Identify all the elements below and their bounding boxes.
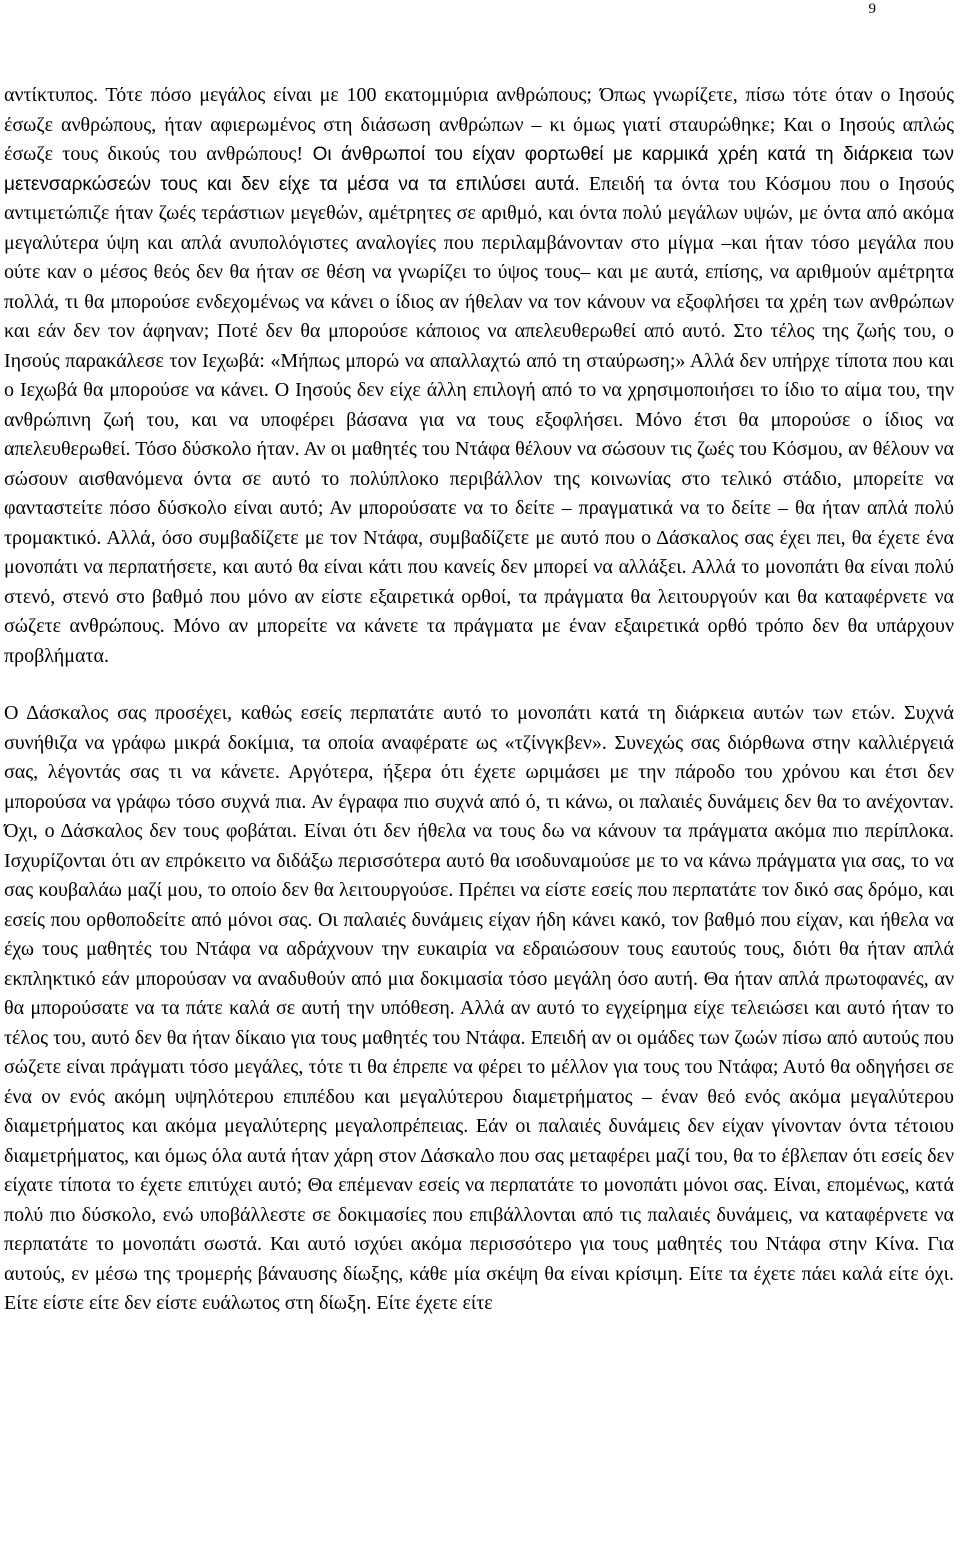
paragraph-1-text-a: αντίκτυπος. Τότε πόσο μεγάλος είναι με 100 εκατομμύρια ανθρώπους; Όπως γνωρίζετε, πίσω τότε όταν ο Ιησούς έσωζε ανθρώπους, ήταν αφιερωμένος στη διάσωση ανθρώπων – κι όμως γιατί σταυρώθηκε; Και ο Ιησούς απλώς έσωζε τους δικούς του ανθρώπους! xyxy=(4,84,954,165)
paragraph-1-text-c: Επειδή τα όντα του Κόσμου που ο Ιησούς αντιμετώπιζε ήταν ζωές τεράστιων μεγεθών, αμέτρητες σε αριθμό, και όντα πολύ μεγάλων υψών, με όντα από ακόμα μεγαλύτερα ύψη και απλά ανυπολόγιστες αναλογίες που περιλαμβάνονταν στο μίγμα –και ήταν τόσο μεγάλα που ούτε καν ο μέσος θεός δεν θα ήταν σε θέση να γνωρίζει το ύψος τους– και με αυτά, επίσης, να αριθμούν αμέτρητα πολλά, τι θα μπορούσε ενδεχομένως να κάνει ο ίδιος αν ήθελαν να τον κάνουν να εξοφλήσει τα χρέη των ανθρώπων και εάν δεν τον άφηναν; Ποτέ δεν θα μπορούσε κάποιος να απελευθερωθεί από αυτό. Στο τέλος της ζωής του, ο Ιησούς παρακάλεσε τον Ιεχωβά: «Μήπως μπορώ να απαλλαχτώ από τη σταύρωση;» Αλλά δεν υπήρχε τίποτα που και ο Ιεχωβά θα μπορούσε να κάνει. Ο Ιησούς δεν είχε άλλη επιλογή από το να χρησιμοποιήσει το ίδιο το αίμα του, την ανθρώπινη ζωή του, και να υποφέρει βάσανα για να τους εξοφλήσει. Μόνο έτσι θα μπορούσε ο ίδιος να απελευθερωθεί. Τόσο δύσκολο ήταν. Αν οι μαθητές του Ντάφα θέλουν να σώσουν τις ζωές του Κόσμου, αν θέλουν να σώσουν αισθανόμενα όντα σε αυτό το πολύπλοκο περιβάλλον της κοινωνίας στο τελικό στάδιο, μπορείτε να φανταστείτε πόσο δύσκολο είναι αυτό; Αν μπορούσατε να το δείτε – πραγματικά να το δείτε – θα ήταν απλά πολύ τρομακτικό. Αλλά, όσο συμβαδίζετε με τον Ντάφα, συμβαδίζετε με αυτό που ο Δάσκαλος σας έχει πει, θα έχετε ένα μονοπάτι να περπατήσετε, και αυτό θα είναι κάτι που κανείς δεν μπορεί να αλλάξει. Αλλά το μονοπάτι θα είναι πολύ στενό, στενό στο βαθμό που μόνο αν είστε εξαιρετικά ορθοί, τα πράγματα θα λειτουργούν και θα καταφέρνετε να σώζετε ανθρώπους. Μόνο αν μπορείτε να κάνετε τα πράγματα με έναν εξαιρετικά ορθό τρόπο δεν θα υπάρχουν προβλήματα. xyxy=(4,172,954,667)
paragraph-2-text: Ο Δάσκαλος σας προσέχει, καθώς εσείς περπατάτε αυτό το μονοπάτι κατά τη διάρκεια αυτών των ετών. Συχνά συνήθιζα να γράφω μικρά δοκίμια, τα οποία αναφέρατε ως «τζίνγκβεν». Συνεχώς σας διόρθωνα στην καλλιέργειά σας, λέγοντάς σας τι να κάνετε. Αργότερα, ήξερα ότι έχετε ωριμάσει με την πάροδο του χρόνου και έτσι δεν μπορούσα να γράφω τόσο συχνά πια. Αν έγραφα πιο συχνά από ό, τι κάνω, οι παλαιές δυνάμεις δεν θα το ανέχονταν. Όχι, ο Δάσκαλος δεν τους φοβάται. Είναι ότι δεν ήθελα να τους δω να κάνουν τα πράγματα ακόμα πιο περίπλοκα. Ισχυρίζονται ότι αν επρόκειτο να διδάξω περισσότερα αυτό θα ισοδυναμούσε με το να κάνω πράγματα για σας, το να σας κουβαλάω μαζί μου, το οποίο δεν θα λειτουργούσε. Πρέπει να είστε εσείς που περπατάτε τον δικό σας δρόμο, και εσείς που ορθοποδείτε από μόνοι σας. Οι παλαιές δυνάμεις είχαν ήδη κάνει κακό, τον βαθμό που είχαν, και ήθελα να έχω τους μαθητές του Ντάφα να αδράχνουν την ευκαιρία να εδραιώσουν τους εαυτούς τους, διότι θα ήταν απλά εκπληκτικό εάν μπορούσαν να αναδυθούν από μια δοκιμασία τόσο μεγάλη όσο αυτή. Θα ήταν απλά πρωτοφανές, αν θα μπορούσατε να τα πάτε καλά σε αυτή την υπόθεση. Αλλά αν αυτό το εγχείρημα είχε τελειώσει και αυτό ήταν το τέλος του, αυτό δεν θα ήταν δίκαιο για τους μαθητές του Ντάφα. Επειδή αν οι ομάδες των ζωών πίσω από αυτούς που σώζετε είναι πράγματι τόσο μεγάλες, τότε τι θα έπρεπε να φέρει το μέλλον για τους του Ντάφα; Αυτό θα οδηγήσει σε ένα ον ενός ακόμη υψηλότερου επιπέδου και μεγαλύτερου διαμετρήματος – έναν θεό ενός ακόμα μεγαλύτερου διαμετρήματος και ακόμα μεγαλύτερης μεγαλοπρέπειας. Εάν οι παλαιές δυνάμεις δεν είχαν γίνονταν όντα τέτοιου διαμετρήματος, και όμως όλα αυτά ήταν χάρη στον Δάσκαλο που σας μεταφέρει μαζί του, θα το έβλεπαν ότι εσείς δεν είχατε τίποτα το έχετε επιτύχει αυτό; Θα επέμεναν εσείς να περπατάτε το μονοπάτι μόνοι σας. Είναι, επομένως, κατά πολύ πιο δύσκολο, ενώ υποβάλλεστε σε δοκιμασίες που επιβάλλονται από τις παλαιές δυνάμεις, να καταφέρνετε να περπατάτε το μονοπάτι σωστά. Και αυτό ισχύει ακόμα περισσότερο για τους μαθητές του Ντάφα στην Κίνα. Για αυτούς, εν μέσω της τρομερής βάναυσης δίωξης, κάθε μία σκέψη θα είναι κρίσιμη. Είτε τα έχετε πάει καλά είτε όχι. Είτε είστε είτε δεν είστε ευάλωτος στη δίωξη. Είτε έχετε είτε xyxy=(4,702,954,1314)
paragraph-1-text-b: Οι άνθρωποί του είχαν φορτωθεί με καρμικά χρέη κατά τη διάρκεια των μετενσαρκώσεών τους και δεν είχε τα μέσα να τα επιλύσει αυτά. xyxy=(4,144,954,195)
paragraph-1 xyxy=(4,81,954,671)
document-body xyxy=(4,81,954,1319)
paragraph-spacer xyxy=(4,671,954,699)
page-number: 9 xyxy=(868,1,876,17)
paragraph-2 xyxy=(4,699,954,1319)
